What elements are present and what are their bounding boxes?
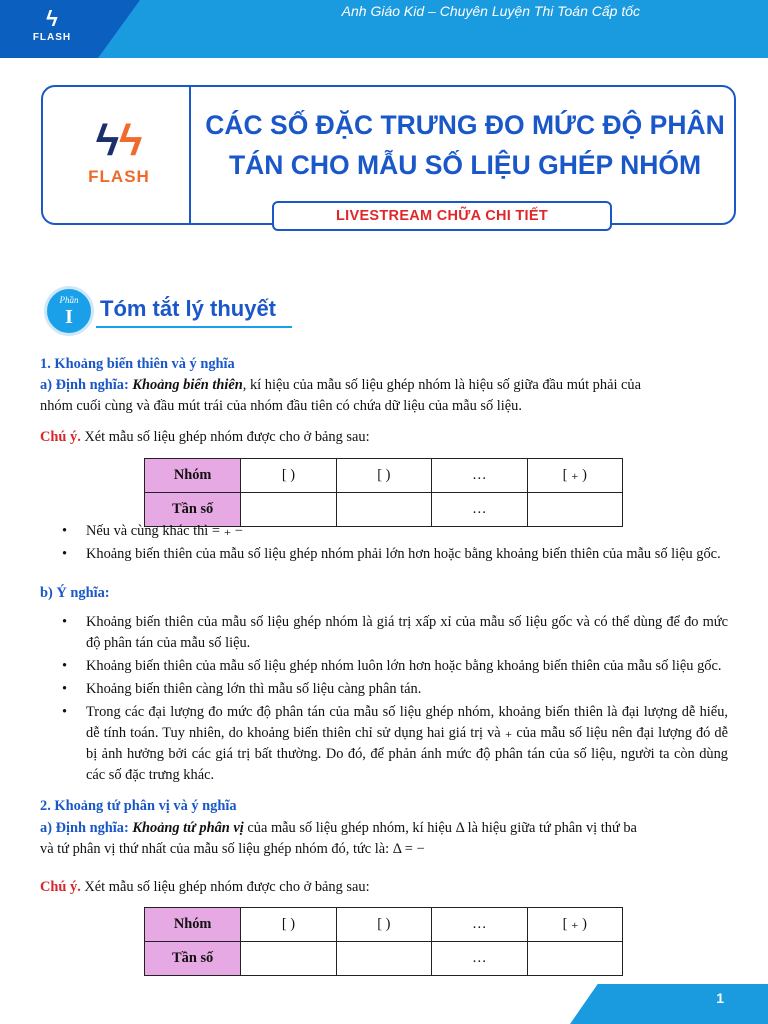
s2-def-text-1: của mẫu số liệu ghép nhóm, kí hiệu Δ là hiệu giữa tứ phân vị thứ ba (243, 820, 637, 836)
table-cell: [ ₊ ) (527, 908, 622, 942)
table-cell (241, 942, 336, 976)
s1-note (40, 427, 728, 448)
table-cell (336, 942, 431, 976)
table-cell: … (431, 942, 527, 976)
table-cell: [ ) (241, 459, 336, 493)
table-cell: … (431, 908, 527, 942)
footer-bar (570, 984, 768, 1024)
table-cell: [ ) (241, 908, 336, 942)
table-cell: Nhóm (145, 908, 241, 942)
s2-note-label: Chú ý. (40, 879, 81, 895)
table-cell: Nhóm (145, 459, 241, 493)
table-cell: [ ₊ ) (527, 459, 622, 493)
s1-def-term: Khoảng biến thiên (132, 377, 243, 393)
table-cell: [ ) (336, 459, 431, 493)
s1-meaning-list (40, 612, 728, 788)
table-row (145, 908, 623, 942)
s1-def-text-2: nhóm cuối cùng và đầu mút trái của nhóm đầu tiên có chứa dữ liệu của mẫu số liệu. (40, 398, 522, 414)
s1-note-text: Xét mẫu số liệu ghép nhóm được cho ở bảng sau: (80, 429, 370, 445)
s2-note (40, 877, 728, 898)
s1-definition (40, 375, 728, 417)
s1-notes-list (40, 521, 728, 567)
frequency-table-2 (144, 907, 623, 976)
s2-heading: 2. Khoảng tứ phân vị và ý nghĩa (40, 798, 237, 814)
section-badge-label: Phần (59, 295, 79, 305)
section-badge (44, 286, 94, 336)
s1-note-label: Chú ý. (40, 429, 81, 445)
meaning-text: Trong các đại lượng đo mức độ phân tán của mẫu số liệu ghép nhóm, khoảng biến thiên là đại lượng dễ hiểu, dễ tính toán. Tuy nhiên, do khoảng biến thiên chỉ sử dụng hai giá trị và ₊ của mẫu số liệu nên đại lượng đó dễ bị ảnh hưởng bởi các giá trị bất thường. Do đó, để phản ánh mức độ phân tán của số liệu, người ta còn dùng các số đặc trưng khác. (86, 704, 728, 783)
s2-def-label: a) Định nghĩa: (40, 820, 129, 836)
header-logo-text: FLASH (88, 167, 150, 186)
livestream-label: LIVESTREAM CHỮA CHI TIẾT (272, 201, 612, 231)
list-item (40, 612, 728, 654)
page-title (195, 105, 735, 185)
list-item (40, 656, 728, 677)
meaning-text: Khoảng biến thiên của mẫu số liệu ghép nhóm luôn lớn hơn hoặc bằng khoảng biến thiên của mẫu số liệu gốc. (86, 658, 722, 674)
s2-def-term: Khoảng tứ phân vị (132, 820, 244, 836)
table-cell: [ ) (336, 908, 431, 942)
meaning-text: Khoảng biến thiên của mẫu số liệu ghép nhóm là giá trị xấp xỉ của mẫu số liệu gốc và có thể dùng để đo mức độ phân tán của mẫu số liệu. (86, 614, 728, 651)
meaning-text: Khoảng biến thiên càng lớn thì mẫu số liệu càng phân tán. (86, 681, 422, 697)
table-cell: Tần số (145, 942, 241, 976)
header-logo (83, 115, 155, 205)
table-row (145, 942, 623, 976)
s1-def-text-1: , kí hiệu của mẫu số liệu ghép nhóm là hiệu số giữa đầu mút phải của (242, 377, 642, 393)
list-item: • Nếu và cùng khác thì = ₊ − (40, 521, 728, 542)
s1-heading: 1. Khoảng biến thiên và ý nghĩa (40, 356, 235, 372)
flash-logo-icon: ϟ (46, 6, 58, 31)
list-item (40, 702, 728, 786)
title-line-1: CÁC SỐ ĐẶC TRƯNG ĐO MỨC ĐỘ PHÂN (205, 110, 725, 140)
section-badge-number: I (65, 306, 73, 328)
list-item (40, 679, 728, 700)
section-underline (96, 326, 292, 328)
table-cell: … (431, 493, 527, 527)
banner-logo (22, 6, 82, 52)
list-item: • Khoảng biến thiên của mẫu số liệu ghép nhóm phải lớn hơn hoặc bằng khoảng biến thiên của mẫu số liệu gốc. (40, 544, 728, 565)
page-number: 1 (716, 990, 724, 1006)
s2-definition (40, 818, 728, 860)
s2-note-text: Xét mẫu số liệu ghép nhóm được cho ở bảng sau: (80, 879, 370, 895)
top-banner (0, 0, 768, 58)
s1-def-label: a) Định nghĩa: (40, 377, 129, 393)
table-row (145, 459, 623, 493)
s1-meaning-heading: b) Ý nghĩa: (40, 585, 110, 601)
table-cell (527, 942, 622, 976)
table-cell: … (431, 459, 527, 493)
section-title: Tóm tắt lý thuyết (100, 296, 277, 321)
flash-bolt-icon: ϟϟ (95, 116, 143, 165)
frequency-table-1 (144, 458, 623, 527)
title-box-divider (189, 87, 191, 223)
banner-tagline: Anh Giáo Kid – Chuyên Luyện Thi Toán Cấp tốc (341, 3, 640, 19)
table-cell: Tần số (145, 493, 241, 527)
s2-def-text-2: và tứ phân vị thứ nhất của mẫu số liệu ghép nhóm đó, tức là: Δ = − (40, 841, 425, 857)
banner-logo-text: FLASH (32, 32, 72, 43)
title-line-2: TÁN CHO MẪU SỐ LIỆU GHÉP NHÓM (228, 150, 702, 180)
